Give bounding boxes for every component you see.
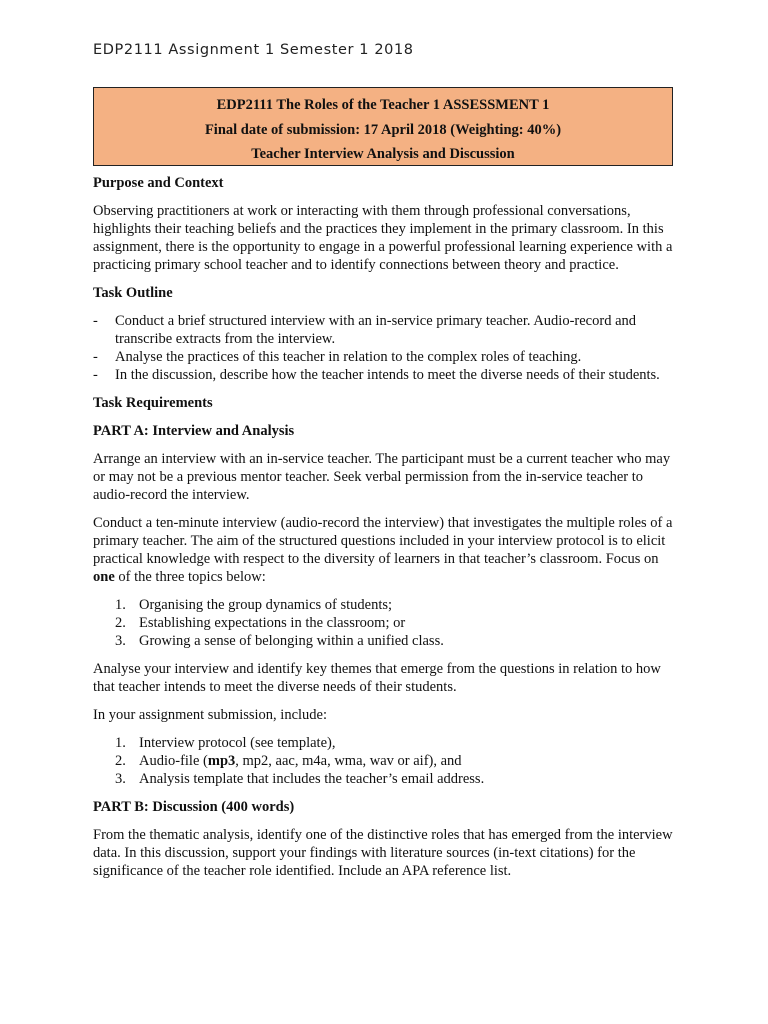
list-item-text: Analysis template that includes the teacher’s email address. (139, 771, 485, 787)
submission-items-list (93, 734, 673, 788)
dash-bullet: - (93, 349, 98, 365)
dash-bullet: - (93, 313, 98, 329)
part-a-paragraph-analyse: Analyse your interview and identify key themes that emerge from the questions in relation to how that teacher intends to meet the diverse needs of their students. (93, 661, 661, 695)
list-item-text: Conduct a brief structured interview with an in-service primary teacher. Audio-record and transcribe extracts from the interview. (115, 313, 637, 347)
task-requirements-heading: Task Requirements (93, 395, 213, 411)
paragraph-text: of the three topics below: (114, 569, 266, 585)
list-item-text (139, 753, 462, 769)
list-number: 1. (115, 735, 126, 751)
list-item-text: Interview protocol (see template), (139, 735, 336, 751)
list-item-text: Organising the group dynamics of students; (139, 597, 393, 613)
list-item-text: In the discussion, describe how the teacher intends to meet the diverse needs of their students. (115, 367, 660, 383)
dash-bullet: - (93, 367, 98, 383)
list-item-text: Establishing expectations in the classroom; or (139, 615, 406, 631)
part-a-paragraph-include: In your assignment submission, include: (93, 707, 327, 723)
list-item (93, 614, 673, 632)
part-a-heading: PART A: Interview and Analysis (93, 423, 295, 439)
list-number: 1. (115, 597, 126, 613)
list-number: 3. (115, 633, 126, 649)
list-item (93, 734, 673, 752)
title-line-task-name: Teacher Interview Analysis and Discussion (251, 146, 515, 162)
list-item (93, 770, 673, 788)
document-body (93, 174, 673, 880)
list-number: 3. (115, 771, 126, 787)
title-line-course: EDP2111 The Roles of the Teacher 1 ASSESSMENT 1 (216, 97, 550, 113)
list-item (93, 632, 673, 650)
list-item (93, 752, 673, 770)
part-a-paragraph-arrange: Arrange an interview with an in-service teacher. The participant must be a current teacher who may or may not be a previous mentor teacher. Seek verbal permission from the in-service teacher to audio-record the interview. (93, 451, 671, 503)
part-b-heading: PART B: Discussion (400 words) (93, 799, 295, 815)
list-item (93, 596, 673, 614)
list-item (93, 366, 673, 384)
list-item-text: Analyse the practices of this teacher in relation to the complex roles of teaching. (115, 349, 582, 365)
emphasis-mp3: mp3 (207, 753, 236, 769)
part-a-paragraph-conduct (93, 514, 673, 586)
purpose-heading: Purpose and Context (93, 175, 224, 191)
purpose-paragraph: Observing practitioners at work or interacting with them through professional conversations, highlights their teaching beliefs and the practices they implement in the primary classroom. In this assignment, there is the opportunity to engage in a powerful professional learning experience with a practicing primary school teacher and to identify connections between theory and practice. (93, 203, 673, 273)
part-b-paragraph: From the thematic analysis, identify one of the distinctive roles that has emerged from the interview data. In this discussion, support your findings with literature sources (in-text citations) for the significance of the teacher role identified. Include an APA reference list. (93, 827, 673, 879)
list-number: 2. (115, 615, 126, 631)
task-outline-heading: Task Outline (93, 285, 173, 301)
text-segment: Audio-file ( (139, 753, 208, 769)
task-outline-list (93, 312, 673, 384)
list-item-text: Growing a sense of belonging within a unified class. (139, 633, 444, 649)
list-item (93, 348, 673, 366)
emphasis-one: one (93, 569, 115, 585)
topics-list (93, 596, 673, 650)
list-item (93, 312, 673, 348)
assessment-title-box (93, 87, 673, 166)
list-number: 2. (115, 753, 126, 769)
text-segment: , mp2, aac, m4a, wma, wav or aif), and (235, 753, 462, 769)
title-line-submission-date: Final date of submission: 17 April 2018 (Weighting: 40%) (204, 121, 562, 138)
paragraph-text: Conduct a ten-minute interview (audio-record the interview) that investigates the multiple roles of a primary teacher. The aim of the structured questions included in your interview protocol is to elicit practical knowledge with respect to the diversity of learners in that teacher’s classroom. Focus on (93, 515, 673, 567)
running-header: EDP2111 Assignment 1 Semester 1 2018 (93, 42, 414, 58)
